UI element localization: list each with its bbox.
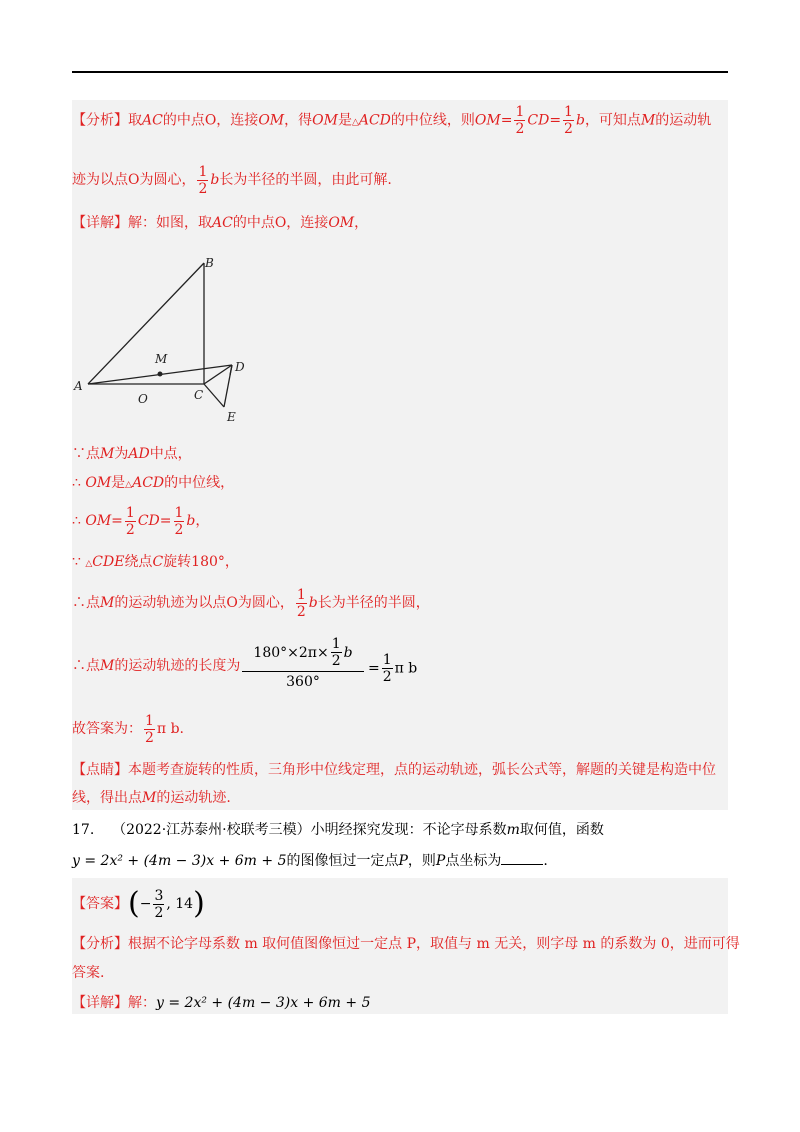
fraction-half: $\frac{1}{2}$ (145, 712, 154, 746)
detail2-tag: 【详解】 (72, 995, 128, 1011)
fraction-three-halves: $\frac{3}{2}$ (154, 887, 164, 921)
fraction-half: $\frac{1}{2}$ (125, 504, 135, 538)
analysis-tag: 【分析】 (72, 112, 128, 129)
detail-tag: 【详解】 (72, 215, 128, 231)
answer-line: 【答案】(− $\frac{3}{2}$ , 14) (72, 886, 205, 921)
fraction-half: $\frac{1}{2}$ (174, 504, 184, 538)
fraction-half: $\frac{1}{2}$ (564, 104, 573, 137)
fraction-half: $\frac{1}{2}$ (331, 636, 341, 669)
step-2: ∴ OM是△ACD的中位线， (72, 475, 235, 491)
step-1: ∵点M为AD中点， (72, 446, 192, 462)
step-3: ∴ OM= $\frac{1}{2}$ CD= $\frac{1}{2}$ b， (72, 504, 210, 538)
triangle-icon: △ (351, 117, 359, 128)
triangle-icon: △ (125, 480, 133, 490)
dianjing-line-2: 线，得出点M的运动轨迹. (72, 790, 231, 806)
step-6: ∴点M的运动轨迹的长度为 (72, 658, 241, 674)
question-17-line-2: y = 2x² + (4m − 3)x + 6m + 5的图像恒过一定点P，则P点坐标为 . (72, 850, 548, 871)
step-5: ∴点M的运动轨迹为以点O为圆心， $\frac{1}{2}$ b长为半径的半圆， (72, 586, 430, 620)
analysis2-tag: 【分析】 (72, 936, 128, 952)
label-o: O (138, 392, 148, 406)
step-7: 故答案为： $\frac{1}{2}$ π b. (72, 712, 184, 746)
label-e: E (227, 410, 236, 424)
answer-blank (501, 850, 543, 865)
geometry-figure (72, 247, 258, 427)
label-c: C (194, 388, 204, 402)
arc-length-fraction: 180°×2π× $\frac{1}{2}$ b 360° = $\frac{1}{2}$ π b (242, 636, 430, 690)
analysis-line-1: 【分析】取AC的中点O，连接OM，得OM是△ACD的中位线，则OM= $\frac{1}{2}$ CD= $\frac{1}{2}$ b，可知点M的运动轨 (72, 104, 712, 137)
step-4: ∵ △CDE绕点C旋转180°， (72, 554, 239, 570)
question-17-line-1: 17. （2022·江苏泰州·校联考三模）小明经探究发现：不论字母系数m取何值，函数 (72, 822, 604, 838)
detail-line-1: 【详解】解：如图，取AC的中点O，连接OM， (72, 215, 369, 231)
label-d: D (235, 360, 245, 374)
answer-tag: 【答案】 (72, 896, 128, 912)
fraction-half: $\frac{1}{2}$ (382, 652, 392, 685)
analysis-line-2: 迹为以点O为圆心， $\frac{1}{2}$ b长为半径的半圆，由此可解. (72, 163, 392, 197)
fraction-half: $\frac{1}{2}$ (515, 104, 525, 137)
question-number: 17. (72, 822, 95, 838)
analysis2-line-2: 答案. (72, 965, 105, 981)
detail2-line: 【详解】解：y = 2x² + (4m − 3)x + 6m + 5 (72, 995, 371, 1011)
dianjing-tag: 【点睛】 (72, 762, 128, 778)
header-rule (72, 71, 728, 73)
dianjing-line-1: 【点睛】本题考查旋转的性质，三角形中位线定理，点的运动轨迹，弧长公式等，解题的关键是构造中位 (72, 762, 716, 778)
geometry-diagram (72, 247, 258, 427)
analysis2-line-1: 【分析】根据不论字母系数 m 取何值图像恒过一定点 P，取值与 m 无关，则字母 m 的系数为 0，进而可得 (72, 936, 740, 952)
fraction-half: $\frac{1}{2}$ (296, 586, 306, 620)
label-m: M (155, 352, 168, 366)
label-b: B (205, 256, 214, 270)
label-a: A (74, 379, 83, 393)
triangle-icon: △ (85, 559, 93, 569)
fraction-half: $\frac{1}{2}$ (198, 163, 208, 197)
